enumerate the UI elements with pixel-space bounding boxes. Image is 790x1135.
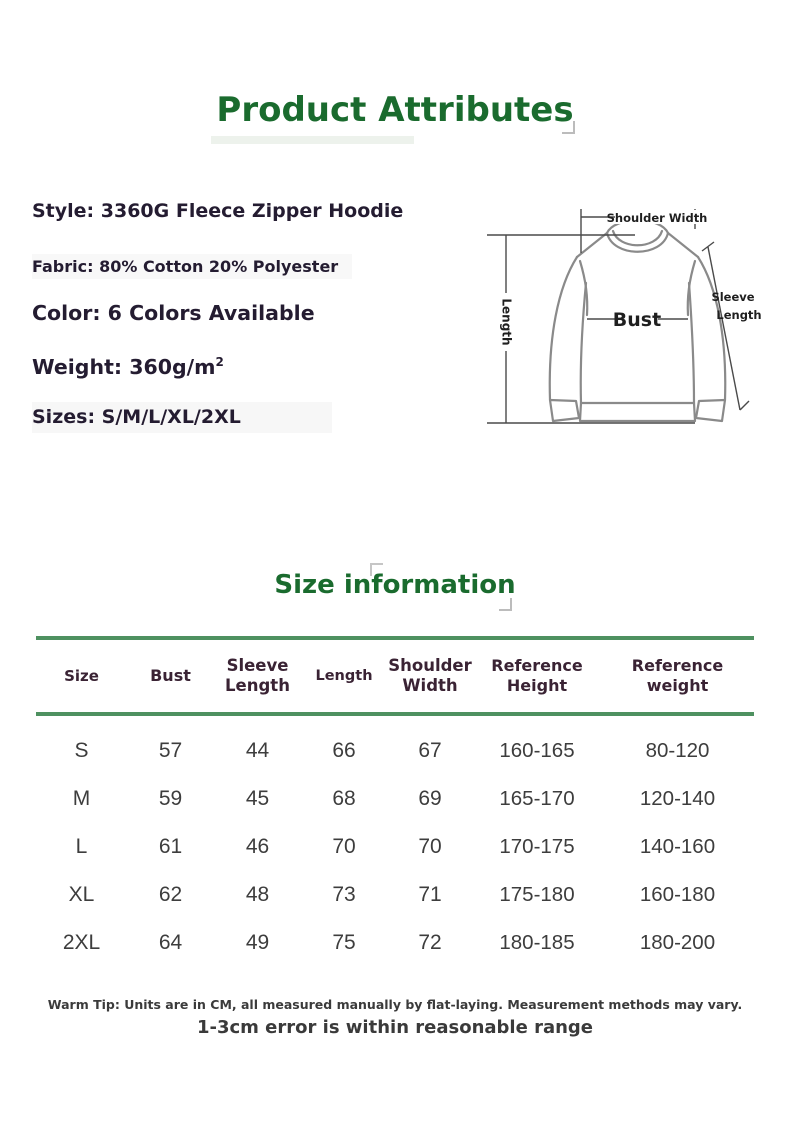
bust-label: Bust bbox=[612, 309, 662, 331]
cell-shoulder-width: 67 bbox=[418, 739, 442, 762]
cell-shoulder-width: 71 bbox=[418, 883, 442, 906]
table-row-2xl bbox=[36, 919, 754, 967]
header-line: Size bbox=[64, 667, 99, 685]
column-header-shoulder-width bbox=[387, 656, 473, 696]
attr-fabric bbox=[32, 257, 477, 277]
attribute-list bbox=[32, 199, 477, 433]
cell-reference-weight: 120-140 bbox=[639, 787, 716, 810]
length-label: Length bbox=[499, 298, 514, 346]
size-section-title: Size information bbox=[274, 570, 516, 600]
cell-length: 75 bbox=[332, 931, 356, 954]
cell-sleeve-length: 44 bbox=[245, 739, 270, 762]
cell-reference-height: 165-170 bbox=[499, 787, 575, 810]
cell-length: 66 bbox=[332, 739, 356, 762]
size-table bbox=[36, 636, 754, 967]
title-block bbox=[0, 90, 790, 130]
cell-shoulder-width: 69 bbox=[418, 787, 442, 810]
table-row-s bbox=[36, 727, 754, 775]
header-line: Bust bbox=[150, 666, 191, 685]
cell-reference-height: 160-165 bbox=[499, 739, 575, 762]
header-line: Height bbox=[506, 676, 568, 695]
garment-measurement-diagram bbox=[480, 195, 790, 435]
sleeve-length-label-line1: Sleeve bbox=[711, 290, 755, 304]
header-line: weight bbox=[646, 676, 709, 695]
page-title: Product Attributes bbox=[216, 90, 574, 130]
cell-shoulder-width: 70 bbox=[418, 835, 442, 858]
cell-sleeve-length: 49 bbox=[245, 931, 270, 954]
attr-fabric-text: Fabric: 80% Cotton 20% Polyester bbox=[32, 254, 352, 279]
warm-tip-note: Warm Tip: Units are in CM, all measured manually by flat-laying. Measurement methods may vary. bbox=[47, 997, 743, 1012]
header-line: Width bbox=[402, 676, 458, 695]
sleeve-length-label-line2: Length bbox=[716, 308, 762, 322]
cell-size: L bbox=[75, 835, 88, 858]
corner-bracket-icon bbox=[562, 121, 575, 134]
column-header-size bbox=[36, 666, 127, 686]
corner-bracket-icon bbox=[499, 598, 512, 611]
table-row-l bbox=[36, 823, 754, 871]
cell-size: XL bbox=[68, 883, 95, 906]
cell-reference-weight: 160-180 bbox=[639, 883, 716, 906]
cell-sleeve-length: 45 bbox=[245, 787, 270, 810]
cell-shoulder-width: 72 bbox=[418, 931, 442, 954]
column-header-length bbox=[301, 666, 387, 686]
cell-size: 2XL bbox=[62, 931, 101, 954]
sleeve-tick-bottom bbox=[740, 401, 749, 410]
header-line: Reference bbox=[491, 656, 583, 675]
header-line: Sleeve bbox=[226, 656, 289, 675]
column-header-sleeve-length bbox=[214, 656, 301, 696]
column-header-reference-weight bbox=[601, 656, 754, 696]
cell-length: 70 bbox=[332, 835, 356, 858]
table-header-row bbox=[36, 640, 754, 712]
header-line: Length bbox=[315, 668, 373, 684]
cell-reference-height: 170-175 bbox=[499, 835, 575, 858]
attr-color: Color: 6 Colors Available bbox=[32, 301, 315, 325]
header-line: Length bbox=[225, 676, 290, 695]
shoulder-width-label: Shoulder Width bbox=[606, 211, 708, 225]
size-section-title-block bbox=[0, 570, 790, 600]
cell-sleeve-length: 48 bbox=[245, 883, 270, 906]
table-row-xl bbox=[36, 871, 754, 919]
header-line: Shoulder bbox=[388, 656, 472, 675]
cell-length: 73 bbox=[332, 883, 356, 906]
cell-reference-weight: 180-200 bbox=[639, 931, 716, 954]
cell-bust: 59 bbox=[158, 787, 183, 810]
attr-sizes-text: Sizes: S/M/L/XL/2XL bbox=[32, 402, 332, 433]
attr-sizes bbox=[32, 402, 477, 433]
cell-size: M bbox=[72, 787, 91, 810]
table-row-m bbox=[36, 775, 754, 823]
attr-weight-superscript: 2 bbox=[215, 355, 224, 369]
cell-size: S bbox=[74, 739, 89, 762]
cell-reference-height: 175-180 bbox=[499, 883, 575, 906]
title-highlight-strip bbox=[211, 136, 414, 144]
attr-weight bbox=[32, 349, 477, 381]
sleeve-length-line bbox=[708, 247, 740, 410]
cell-reference-height: 180-185 bbox=[499, 931, 575, 954]
cell-reference-weight: 80-120 bbox=[645, 739, 710, 762]
cell-bust: 62 bbox=[158, 883, 183, 906]
cell-length: 68 bbox=[332, 787, 356, 810]
attr-weight-text: Weight: 360g/m bbox=[32, 354, 216, 379]
cell-bust: 64 bbox=[158, 931, 183, 954]
column-header-bust bbox=[127, 666, 214, 686]
attr-style: Style: 3360G Fleece Zipper Hoodie bbox=[32, 200, 404, 222]
cell-sleeve-length: 46 bbox=[245, 835, 270, 858]
cell-bust: 61 bbox=[158, 835, 183, 858]
tolerance-note: 1-3cm error is within reasonable range bbox=[196, 1017, 594, 1038]
column-header-reference-height bbox=[473, 656, 601, 696]
cell-reference-weight: 140-160 bbox=[639, 835, 716, 858]
header-line: Reference bbox=[631, 656, 724, 675]
cell-bust: 57 bbox=[158, 739, 183, 762]
table-body bbox=[36, 716, 754, 967]
